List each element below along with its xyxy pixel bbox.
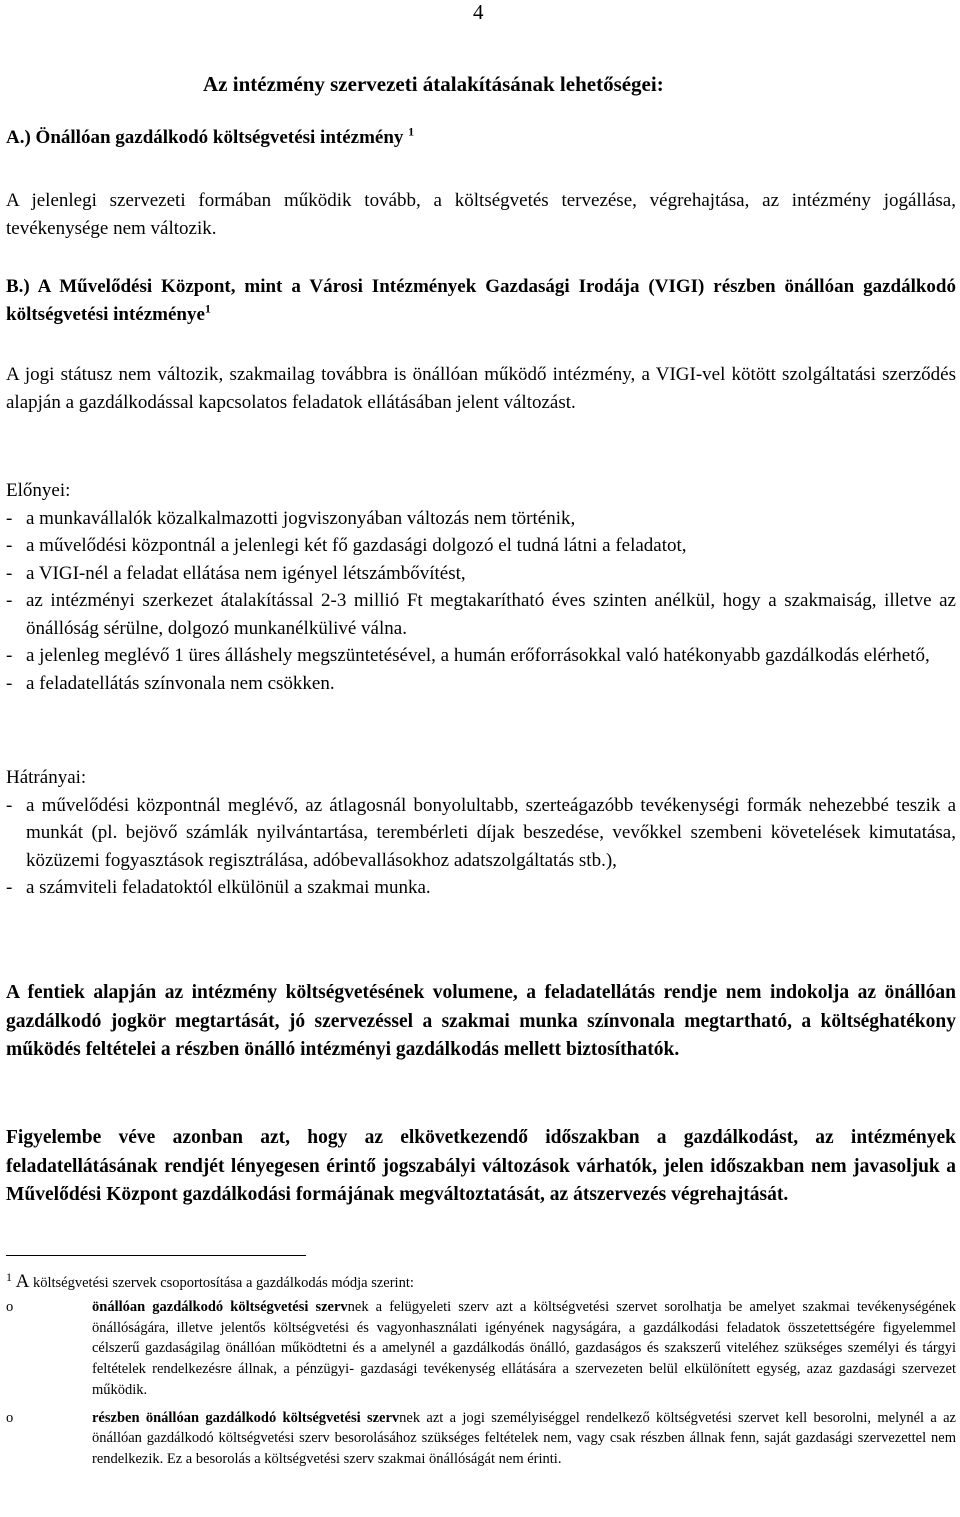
- section-b-footnote-ref: 1: [204, 301, 211, 316]
- list-item: - a munkavállalók közalkalmazotti jogviszonyában változás nem történik,: [6, 507, 576, 529]
- main-heading: Az intézmény szervezeti átalakításának lehetőségei:: [203, 72, 664, 96]
- list-item: - a feladatellátás színvonala nem csökken.: [6, 672, 335, 694]
- disadvantages-title: Hátrányai:: [6, 767, 87, 788]
- footnote-intro: [6, 1270, 414, 1293]
- list-item: - az intézményi szerkezet átalakítással 2-3 millió Ft megtakarítható éves szinten anélkül, hogy a szakmaiság, illetve az önállóság sérülne, dolgozó munkanélkülivé válna.: [6, 590, 956, 639]
- footnote-term: részben önállóan gazdálkodó költségvetési szerv: [92, 1409, 400, 1426]
- disadvantages-list: [6, 792, 956, 902]
- footnote-item: [6, 1297, 956, 1401]
- footnote-item: [6, 1408, 956, 1470]
- conclusion-paragraph-1: A fentiek alapján az intézmény költségvetésének volumene, a feladatellátás rendje nem indokolja az önállóan gazdálkodó jogkör megtartását, jó szervezéssel a szakmai munka színvonala megtartható, a költséghatékony működés feltételei a részben önálló intézményi gazdálkodás mellett biztosíthatók.: [6, 982, 956, 1060]
- section-a-body: A jelenlegi szervezeti formában működik tovább, a költségvetés tervezése, végrehajtása, az intézmény jogállása, tevékenysége nem változik.: [6, 190, 956, 239]
- section-b-title-text: B.) A Művelődési Központ, mint a Városi Intézmények Gazdasági Irodája (VIGI) részben önállóan gazdálkodó költségvetési intézménye: [6, 276, 956, 325]
- footnote-divider: [6, 1255, 306, 1256]
- section-b-title: [6, 273, 956, 328]
- advantages-section: [6, 477, 956, 697]
- list-item: - a művelődési központnál meglévő, az átlagosnál bonyolultabb, szerteágazóbb tevékenységi formák nehezebbé teszik a munkát (pl. bejövő számlák nyilvántartása, terembérleti díjak beszedése, vevőkkel szembeni követelések kimutatása, közüzemi fogyasztások regisztrálása, adóbevallásokhoz adatszolgáltatás stb.),: [6, 794, 956, 871]
- section-a-title: [6, 124, 956, 152]
- advantages-list: [6, 505, 956, 698]
- bullet-icon: o: [6, 1299, 14, 1315]
- footnote-mark: 1: [6, 1270, 12, 1284]
- conclusion-paragraph-2: Figyelembe véve azonban azt, hogy az elkövetkezendő időszakban a gazdálkodást, az intézmények feladatellátásának rendjét lényegesen érintő jogszabályi változások várhatók, jelen időszakban nem javasoljuk a Művelődési Központ gazdálkodási formájának megváltoztatását, az átszervezés végrehajtását.: [6, 1127, 956, 1205]
- footnote-text: nek a felügyeleti szerv azt a költségvetési szervet sorolhatja be amelyet szakmai tevékenységének önállóságára, illetve jelentős költségvetési és vagyonhasználati igényének nagyságára, a gazdálkodási feladatok összetettségére figyelemmel célszerű gazdaságilag önállóan működtetni és a amelynél a gazdálkodás önálló, gazdaságos és szakszerű viteléhez szükséges személyi és tárgyi feltételek rendelkezésre állnak, a pénzügyi- gazdasági tevékenység ellátására a szervezeten belül elkülönített egység, azaz gazdasági szervezet működik.: [92, 1299, 956, 1398]
- footnote-intro-text: költségvetési szervek csoportosítása a gazdálkodás módja szerint:: [32, 1274, 414, 1291]
- footnote-lead-letter: A: [15, 1270, 30, 1292]
- advantages-title: Előnyei:: [6, 480, 71, 501]
- list-item: - a jelenleg meglévő 1 üres álláshely megszüntetésével, a humán erőforrásokkal való hatékonyabb gazdálkodás elérhető,: [6, 645, 930, 666]
- list-item: - a számviteli feladatoktól elkülönül a szakmai munka.: [6, 877, 431, 898]
- section-b-body: A jogi státusz nem változik, szakmailag továbbra is önállóan működő intézmény, a VIGI-vel kötött szolgáltatási szerződés alapján a gazdálkodással kapcsolatos feladatok ellátásában jelent változást.: [6, 364, 956, 413]
- list-item: - a művelődési központnál a jelenlegi két fő gazdasági dolgozó el tudná látni a feladatot,: [6, 535, 687, 556]
- bullet-icon: o: [6, 1409, 14, 1426]
- footnote-term: önállóan gazdálkodó költségvetési szerv: [92, 1299, 348, 1315]
- section-a-footnote-ref: 1: [408, 124, 415, 139]
- list-item: - a VIGI-nél a feladat ellátása nem igényel létszámbővítést,: [6, 562, 466, 584]
- page-number: 4: [473, 0, 484, 24]
- disadvantages-section: [6, 764, 956, 902]
- section-a-title-text: A.) Önállóan gazdálkodó költségvetési intézmény: [6, 127, 404, 148]
- footnote-list: [6, 1297, 956, 1470]
- footnote-text: nek azt a jogi személyiséggel rendelkező költségvetési szervet kell besorolni, melynél a az önállóan gazdálkodó költségvetési szerv besorolásához szükséges feltételek nem, vagy csak részben állnak fenn, saját gazdasági szervezettel nem rendelkezik. Ez a besorolás a költségvetési szerv szakmai önállóságát nem érinti.: [92, 1409, 956, 1467]
